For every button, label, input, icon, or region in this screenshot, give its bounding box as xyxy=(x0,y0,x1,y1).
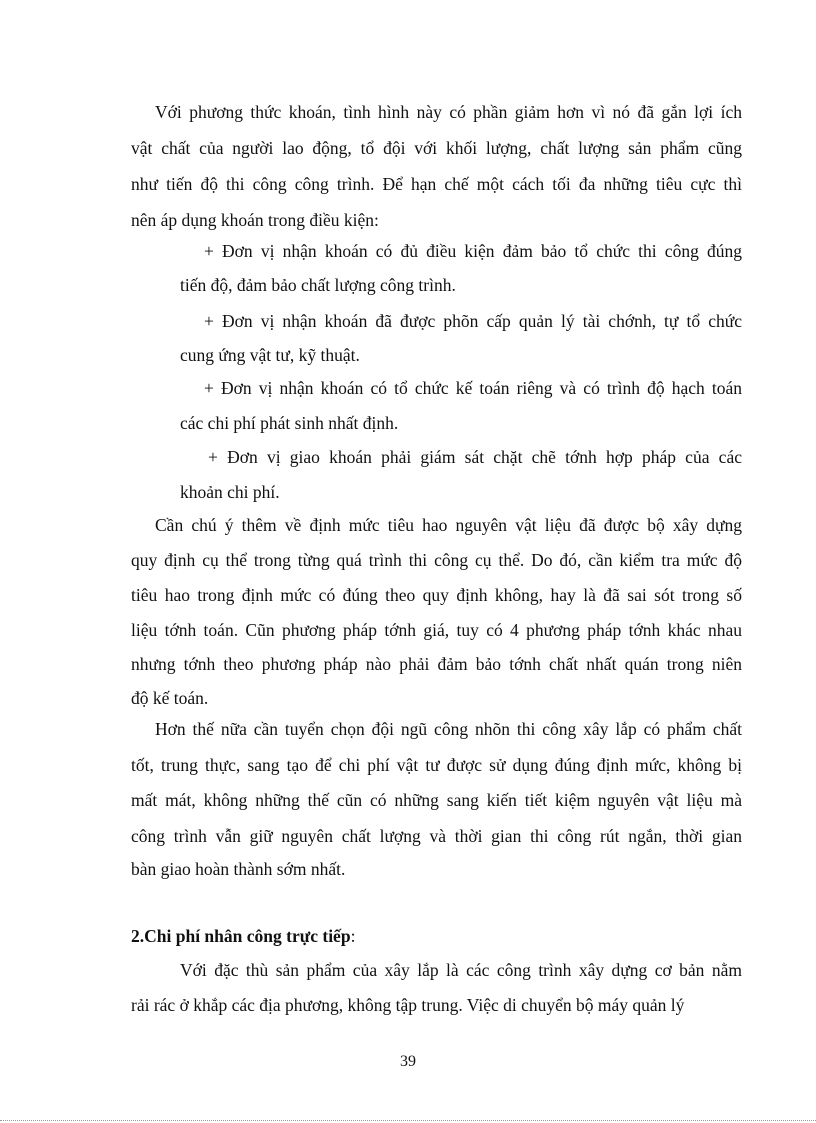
condition-4-line-2: khoản chi phí. xyxy=(180,482,280,502)
condition-3-line-2: các chi phí phát sinh nhất định. xyxy=(180,413,399,433)
paragraph4-line-1: Với đặc thù sản phẩm của xây lắp là các công trình xây dựng cơ bản nằm xyxy=(180,960,742,980)
paragraph3-line-3: mất mát, không những thế cũn có những sang kiến tiết kiệm nguyên vật liệu mà xyxy=(131,790,742,810)
paragraph4-line-2: rải rác ở khắp các địa phương, không tập trung. Việc di chuyển bộ máy quản lý xyxy=(131,995,685,1015)
section-heading xyxy=(131,925,355,947)
paragraph3-line-1: Hơn thế nữa cần tuyển chọn đội ngũ công nhõn thi công xây lắp có phẩm chất xyxy=(155,719,742,739)
paragraph2-line-6: độ kế toán. xyxy=(131,688,209,708)
condition-2-line-1: + Đơn vị nhận khoán đã được phõn cấp quản lý tài chớnh, tự tổ chức xyxy=(204,311,742,331)
paragraph2-line-5: nhưng tớnh theo phương pháp nào phải đảm bảo tớnh chất nhất quán trong niên xyxy=(131,654,742,674)
condition-1-line-2: tiến độ, đảm bảo chất lượng công trình. xyxy=(180,275,456,295)
paragraph3-line-5: bàn giao hoàn thành sớm nhất. xyxy=(131,859,346,879)
paragraph1-line-3: như tiến độ thi công công trình. Để hạn chế một cách tối đa những tiêu cực thì xyxy=(131,174,742,194)
condition-4-line-1: + Đơn vị giao khoán phải giám sát chặt chẽ tớnh hợp pháp của các xyxy=(208,447,742,467)
paragraph1-line-4: nên áp dụng khoán trong điều kiện: xyxy=(131,210,379,230)
condition-2-line-2: cung ứng vật tư, kỹ thuật. xyxy=(180,345,360,365)
paragraph2-line-2: quy định cụ thể trong từng quá trình thi công cụ thể. Do đó, cần kiểm tra mức độ xyxy=(131,550,742,570)
paragraph3-line-4: công trình vẫn giữ nguyên chất lượng và thời gian thi công rút ngắn, thời gian xyxy=(131,826,742,846)
section-number: 2. xyxy=(131,926,145,946)
paragraph2-line-3: tiêu hao trong định mức có đúng theo quy định không, hay là đã sai sót trong số xyxy=(131,585,742,605)
paragraph2-line-4: liệu tớnh toán. Cũn phương pháp tớnh giá, tuy có 4 phương pháp tớnh khác nhau xyxy=(131,620,742,640)
page-number: 39 xyxy=(400,1053,416,1070)
paragraph3-line-2: tốt, trung thực, sang tạo để chi phí vật tư được sử dụng đúng định mức, không bị xyxy=(131,755,742,775)
paragraph1-line-2: vật chất của người lao động, tổ đội với khối lượng, chất lượng sản phẩm cũng xyxy=(131,138,742,158)
paragraph2-line-1: Cần chú ý thêm về định mức tiêu hao nguyên vật liệu đã được bộ xây dựng xyxy=(155,515,742,535)
page-bottom-border xyxy=(0,1120,816,1121)
section-colon: : xyxy=(350,926,356,946)
section-title: Chi phí nhân công trực tiếp xyxy=(144,926,351,946)
paragraph1-line-1: Với phương thức khoán, tình hình này có phần giảm hơn vì nó đã gắn lợi ích xyxy=(155,102,742,122)
condition-1-line-1: + Đơn vị nhận khoán có đủ điều kiện đảm bảo tổ chức thi công đúng xyxy=(204,241,742,261)
condition-3-line-1: + Đơn vị nhận khoán có tổ chức kế toán riêng và có trình độ hạch toán xyxy=(204,378,742,398)
